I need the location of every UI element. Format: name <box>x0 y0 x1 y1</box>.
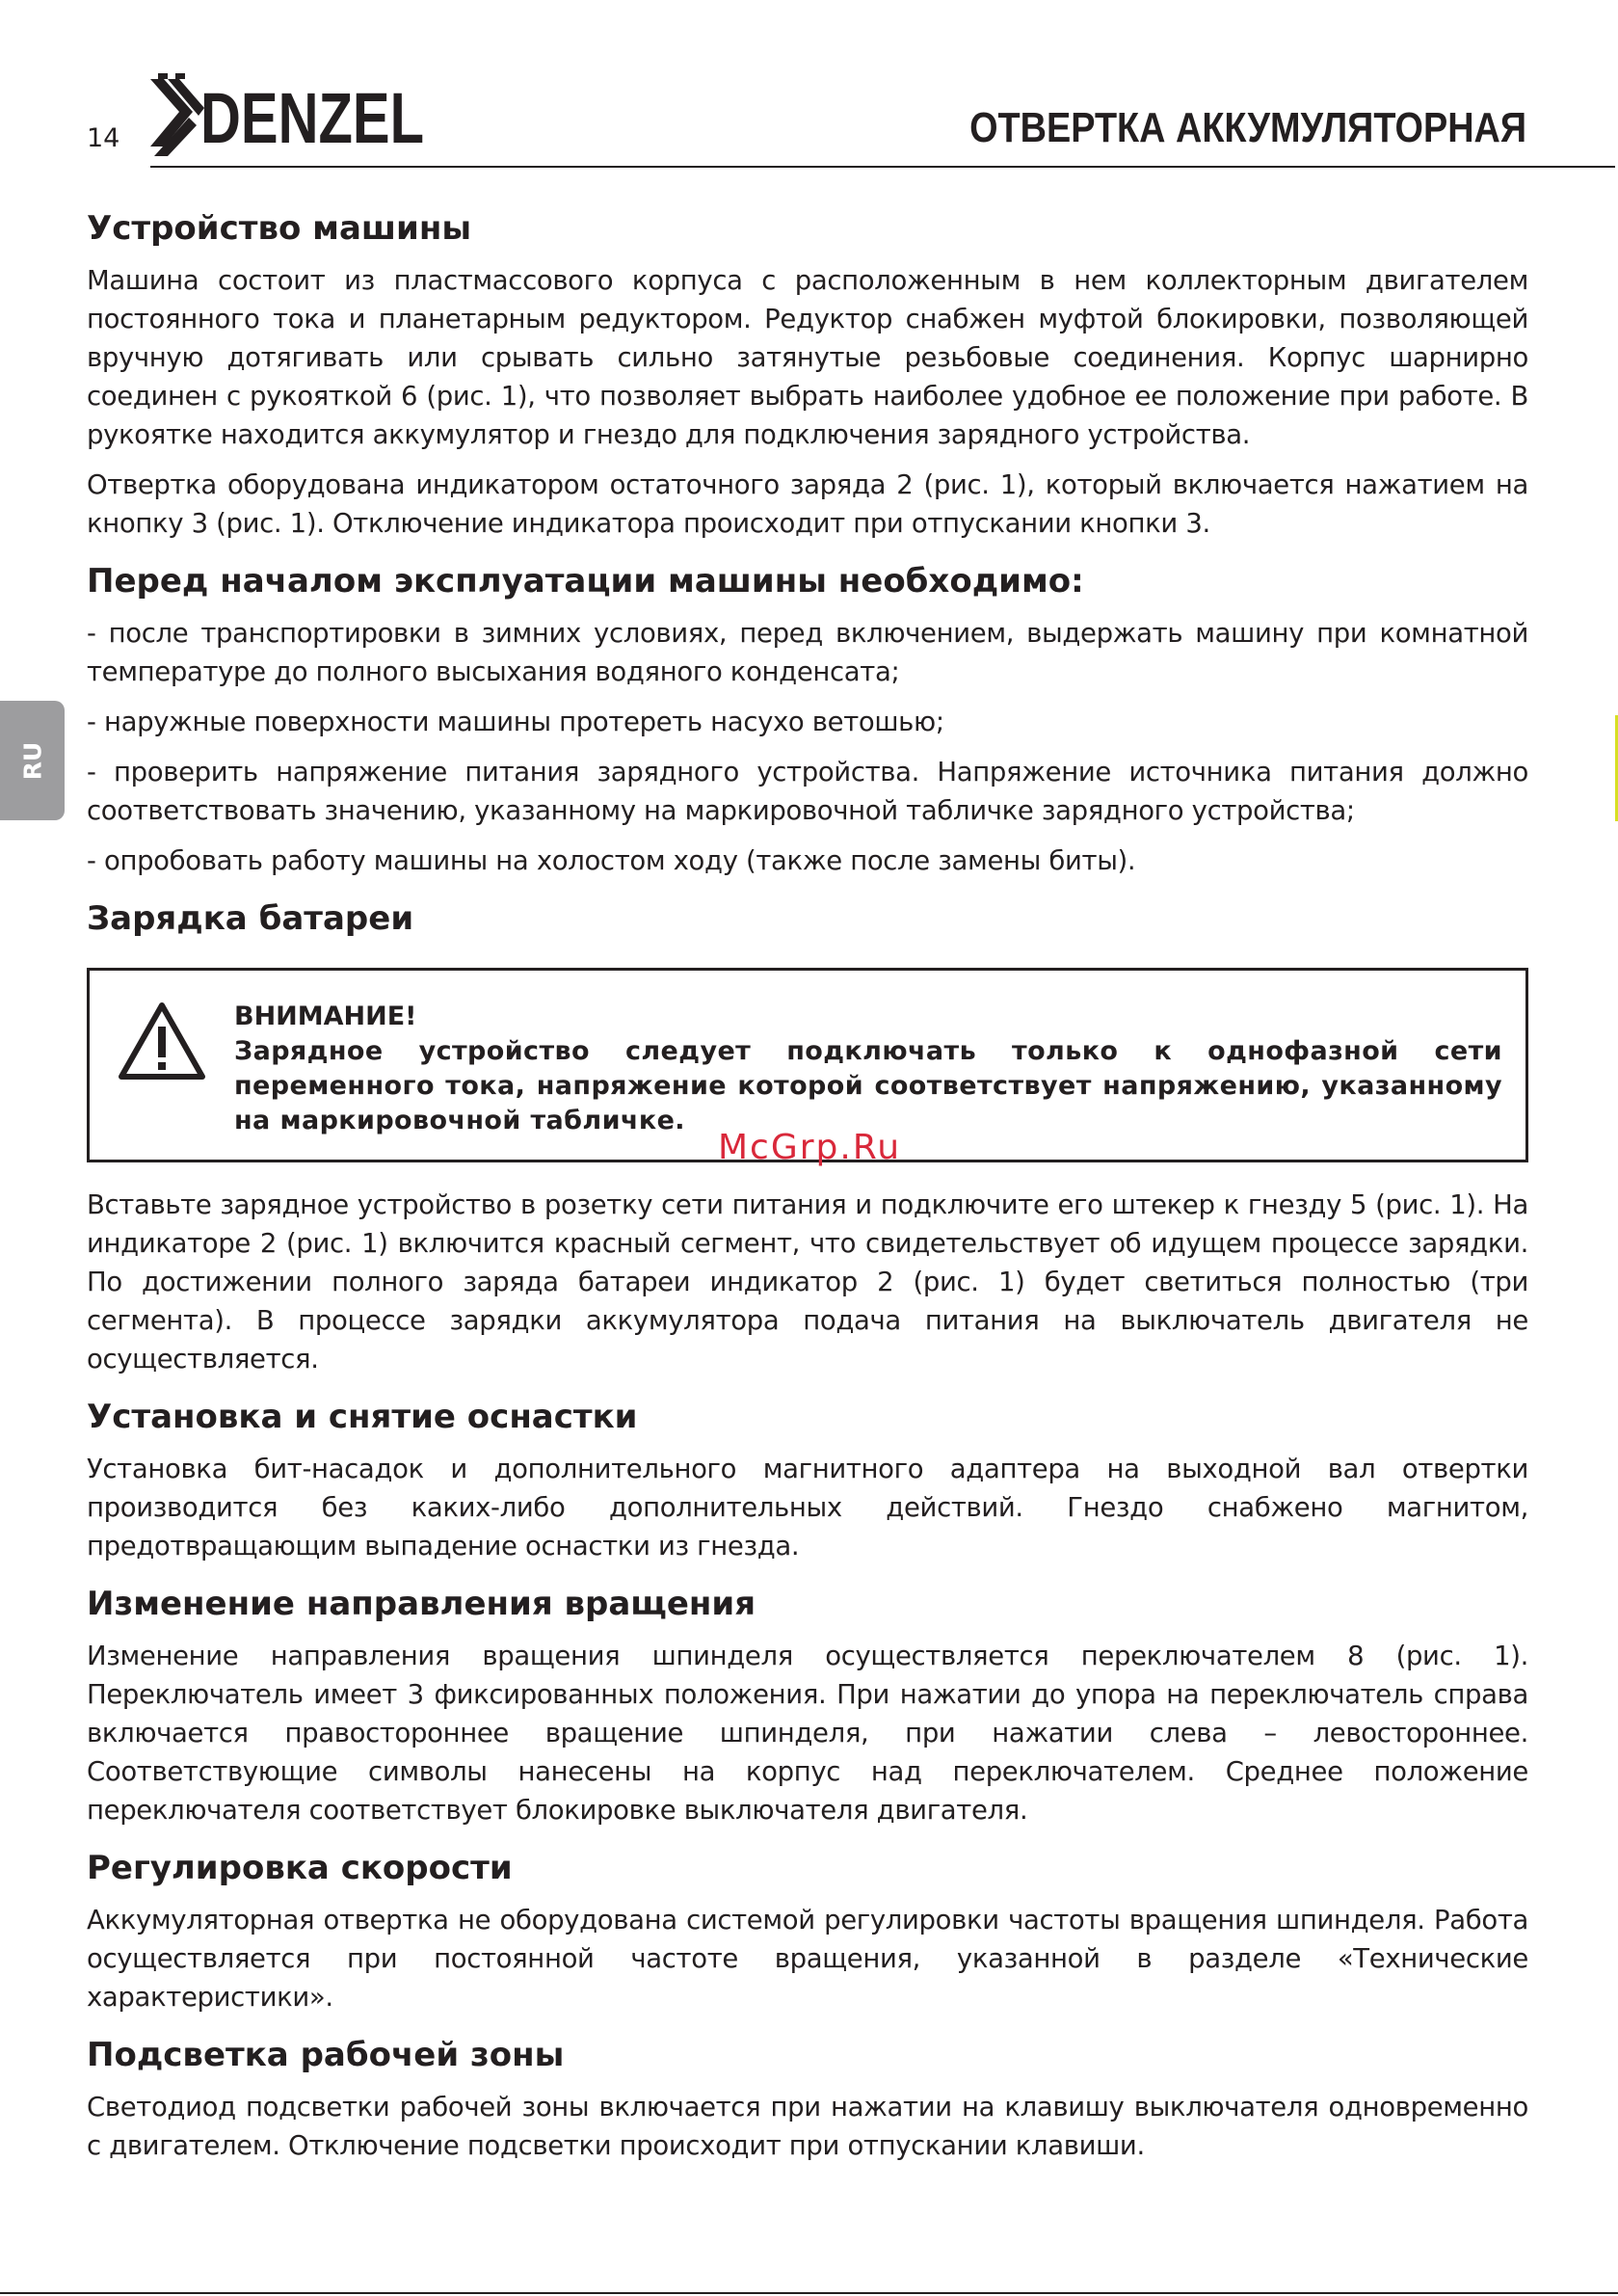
section-heading: Установка и снятие оснастки <box>87 1397 638 1436</box>
section-device <box>87 207 1528 543</box>
paragraph: Изменение направления вращения шпинделя осуществляется переключателем 8 (рис. 1). Переключатель имеет 3 фиксированных положения. При нажатии до упора на переключатель справа включается правостороннее вращение шпинделя, при нажатии слева – левостороннее. Соответствующие символы нанесены на корпус над переключателем. Среднее положение переключателя соответствует блокировке выключателя двигателя. <box>87 1640 1528 1826</box>
warning-body: Зарядное устройство следует подключать только к однофазной сети переменного тока, напряжение которой соответствует напряжению, указанному на маркировочной табличке. <box>234 1035 1502 1135</box>
warning-triangle-icon <box>118 1001 206 1081</box>
list-item: - после транспортировки в зимних условиях, перед включением, выдержать машину при комнатной температуре до полного высыхания водяного конденсата; <box>87 618 1528 688</box>
bottom-rule <box>0 2292 1618 2294</box>
section-accessories <box>87 1396 1528 1565</box>
denzel-logo <box>150 73 439 160</box>
section-heading: Устройство машины <box>87 209 472 248</box>
section-speed-control <box>87 1847 1528 2016</box>
section-heading: Перед началом эксплуатации машины необходимо: <box>87 562 1084 601</box>
page-content <box>87 207 1528 2182</box>
section-before-use <box>87 560 1528 880</box>
header-title: ОТВЕРТКА АККУМУЛЯТОРНАЯ <box>969 104 1526 151</box>
paragraph: Отвертка оборудована индикатором остаточного заряда 2 (рис. 1), который включается нажатием на кнопку 3 (рис. 1). Отключение индикатора происходит при отпускании кнопки 3. <box>87 469 1528 540</box>
denzel-logo-icon <box>150 73 204 156</box>
section-heading: Регулировка скорости <box>87 1848 513 1887</box>
paragraph: Аккумуляторная отвертка не оборудована системой регулировки частоты вращения шпинделя. Работа осуществляется при постоянной частоте вращения, указанной в разделе «Технические характеристики». <box>87 1905 1528 2014</box>
watermark: McGrp.Ru <box>718 1128 902 1167</box>
list-item: - наружные поверхности машины протереть насухо ветошью; <box>87 707 944 738</box>
paragraph: Вставьте зарядное устройство в розетку сети питания и подключите его штекер к гнезду 5 (рис. 1). На индикаторе 2 (рис. 1) включится красный сегмент, что свидетельствует об идущем процессе зарядки. По достижении полного заряда батареи индикатор 2 (рис. 1) будет светиться полностью (три сегмента). В процессе зарядки аккумулятора подача питания на выключатель двигателя не осуществляется. <box>87 1188 1528 1375</box>
language-tab <box>0 701 65 820</box>
section-heading: Подсветка рабочей зоны <box>87 2036 565 2075</box>
brand-name: DENZEL <box>200 78 424 158</box>
warning-icon-wrapper <box>90 1000 234 1138</box>
section-heading: Изменение направления вращения <box>87 1584 756 1623</box>
list-item: - опробовать работу машины на холостом ходу (также после замены биты). <box>87 845 1136 877</box>
list-item: - проверить напряжение питания зарядного устройства. Напряжение источника питания должно соответствовать значению, указанному на маркировочной табличке зарядного устройства; <box>87 757 1528 827</box>
paragraph: Установка бит-насадок и дополнительного магнитного адаптера на выходной вал отвертки производится без каких-либо дополнительных действий. Гнездо снабжено магнитом, предотвращающим выпадение оснастки из гнезда. <box>87 1453 1528 1562</box>
paragraph: Машина состоит из пластмассового корпуса с расположенным в нем коллекторным двигателем постоянного тока и планетарным редуктором. Редуктор снабжен муфтой блокировки, позволяющей вручную дотягивать или срывать сильно затянутые резьбовые соединения. Корпус шарнирно соединен с рукояткой 6 (рис. 1), что позволяет выбрать наиболее удобное ее положение при работе. В рукоятке находится аккумулятор и гнездо для подключения зарядного устройства. <box>87 265 1528 451</box>
language-tab-label: RU <box>18 741 46 780</box>
page-number: 14 <box>87 123 120 153</box>
header-rule <box>150 166 1615 168</box>
section-rotation-direction <box>87 1583 1528 1829</box>
paragraph: Светодиод подсветки рабочей зоны включается при нажатии на клавишу выключателя одновременно с двигателем. Отключение подсветки происходит при отпускании клавиши. <box>87 2092 1528 2162</box>
warning-text <box>234 1000 1502 1138</box>
section-work-light <box>87 2034 1528 2165</box>
warning-title: ВНИМАНИЕ! <box>234 1001 417 1031</box>
section-heading: Зарядка батареи <box>87 899 414 939</box>
